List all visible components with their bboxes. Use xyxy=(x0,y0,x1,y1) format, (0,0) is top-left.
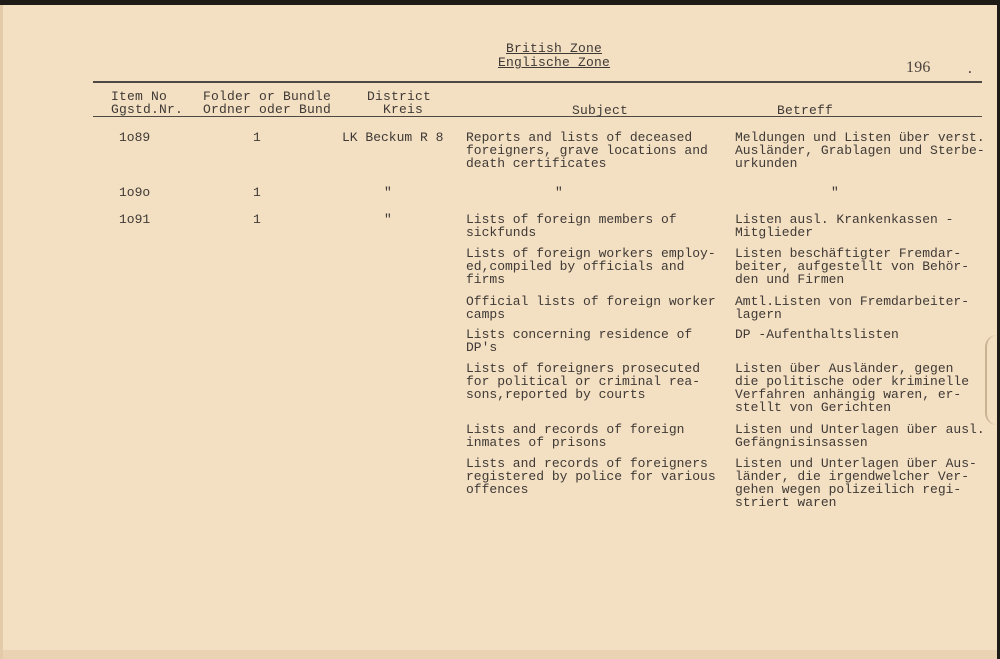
header-district: District Kreis xyxy=(367,89,432,117)
row-item-no: 1o89 xyxy=(119,130,151,145)
header-top-rule xyxy=(93,81,982,83)
entry-subject: Lists and records of foreigners registered by police for various offences xyxy=(466,456,716,497)
zone-subtitle: Englische Zone xyxy=(498,55,611,70)
header-betreff: Betreff xyxy=(777,103,834,118)
entry-subject: Lists concerning residence of DP's xyxy=(466,327,693,355)
page-number: 196 xyxy=(906,59,931,76)
entry-subject: Official lists of foreign worker camps xyxy=(466,294,716,322)
row-district: " xyxy=(384,212,392,227)
row-item-no: 1o91 xyxy=(119,212,151,227)
document-page xyxy=(0,5,997,659)
row-betreff: " xyxy=(831,185,839,200)
row-district: " xyxy=(384,185,392,200)
header-folder: Folder or Bundle Ordner oder Bund xyxy=(203,89,332,117)
entry-subject: Lists and records of foreign inmates of prisons xyxy=(466,422,685,450)
row-betreff: Meldungen und Listen über verst. Ausländer, Grablagen und Sterbe- urkunden xyxy=(735,130,985,171)
entry-betreff: Listen und Unterlagen über Aus- länder, die irgendwelcher Ver- gehen wegen polizeilich regi- striert waren xyxy=(735,456,977,510)
entry-betreff: Listen beschäftigter Fremdar- beiter, aufgestellt von Behör- den und Firmen xyxy=(735,246,970,287)
row-folder: 1 xyxy=(253,130,261,145)
row-subject: Lists of foreign members of sickfunds xyxy=(466,212,677,240)
row-subject: Reports and lists of deceased foreigners, grave locations and death certificates xyxy=(466,130,708,171)
header-subject: Subject xyxy=(572,103,629,118)
entry-subject: Lists of foreigners prosecuted for political or criminal rea- sons,reported by courts xyxy=(466,361,701,402)
row-item-no: 1o9o xyxy=(119,185,151,200)
entry-betreff: Amtl.Listen von Fremdarbeiter- lagern xyxy=(735,294,970,322)
row-betreff: Listen ausl. Krankenkassen - Mitglieder xyxy=(735,212,954,240)
header-bottom-rule xyxy=(93,116,982,117)
page-mark: . xyxy=(966,62,975,77)
entry-betreff: DP -Aufenthaltslisten xyxy=(735,327,899,342)
header-item-no: Item No Ggstd.Nr. xyxy=(111,89,184,117)
zone-title: British Zone xyxy=(506,41,603,56)
row-folder: 1 xyxy=(253,185,261,200)
entry-betreff: Listen über Ausländer, gegen die politische oder kriminelle Verfahren anhängig waren, er- stellt von Gerichten xyxy=(735,361,970,415)
entry-subject: Lists of foreign workers employ- ed,compiled by officials and firms xyxy=(466,246,716,287)
page-bottom-edge xyxy=(3,650,997,659)
entry-betreff: Listen und Unterlagen über ausl. Gefängnisinsassen xyxy=(735,422,985,450)
row-district: LK Beckum R 8 xyxy=(342,130,444,145)
row-folder: 1 xyxy=(253,212,261,227)
row-subject: " xyxy=(555,185,563,200)
